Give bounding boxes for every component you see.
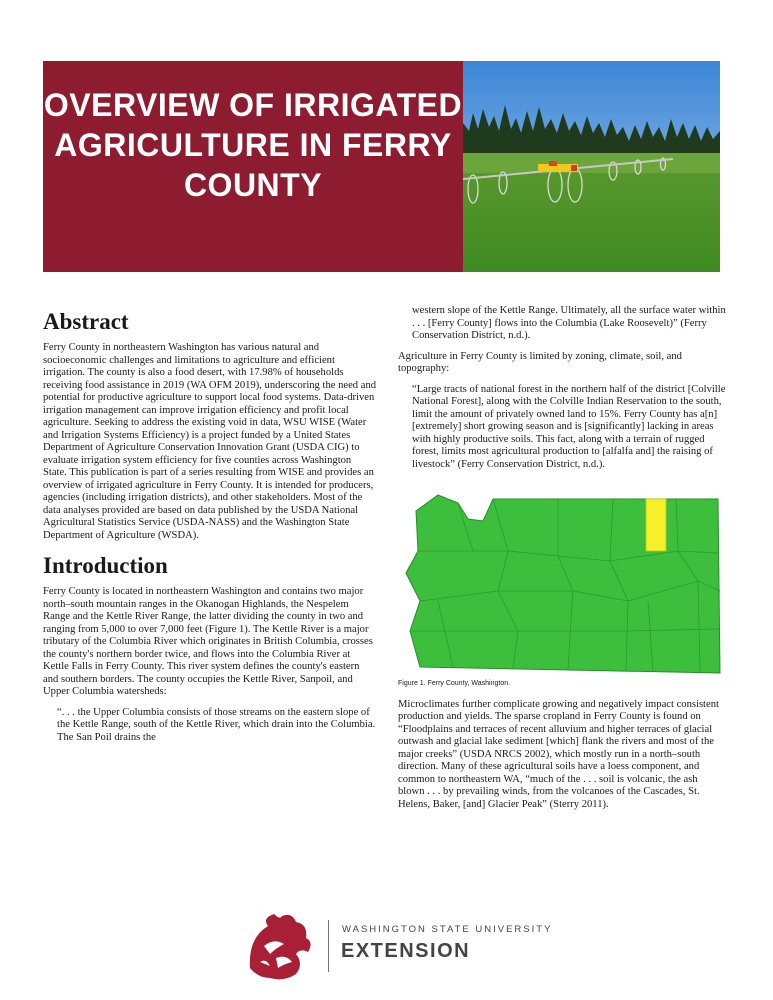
watershed-quote-start: “. . . the Upper Columbia consists of those streams on the eastern slope of the Kettle Range, south of the Kettle River, which drain into the Columbia. The San Poil drains the [57,706,376,743]
left-column [43,308,377,752]
introduction-heading: Introduction [43,553,168,578]
introduction-paragraph-2: Agriculture in Ferry County is limited by zoning, climate, soil, and topography: [398,350,682,374]
introduction-paragraph-3: Microclimates further complicate growing and negatively impact consistent production and yields. The sparse cropland in Ferry County is found on “Floodplains and terraces of recent alluvium and higher terraces of glacial outwash and glacial lake sediment [which] flank the rivers and most of the major creeks” (USDA NRCS 2002), which mostly run in a north–south direction. Many of these agricultural soils have a loess component, and common to northeastern WA, “much of the . . . soil is volcanic, the ash blown . . . by prevailing winds, from the volcanoes of the Cascades, St. Helens, Baker, [and] Glacier Peak” (Sterry 2011). [398,698,719,810]
abstract-text: Ferry County in northeastern Washington has various natural and socioeconomic challenges and limitations to agriculture and efficient irrigation. The county is also a food desert, with 17.98% of households receiving food assistance in 2019 (WA OFM 2019), underscoring the need and potential for productive agriculture to support local food systems. Data-driven irrigation management can improve irrigation efficiency and profit local agriculture. Seeking to address the existing void in data, WSU WISE (Water and Irrigation Systems Efficiency) is a project funded by a United States Department of Agriculture Conservation Innovation Grant (USDA CIG) to evaluate irrigation system efficiency for five counties across Washington State. This publication is part of a series resulting from WISE and provides an overview of irrigated agriculture in Ferry County. It is intended for producers, agencies (including irrigation districts), and other stakeholders. Most of the data analyses provided are based on data published by the USDA National Agricultural Statistics Service (USDA-NASS) and the Washington State Department of Agriculture (WSDA). [43,342,377,541]
right-column [398,305,726,819]
watershed-quote-end: western slope of the Kettle Range. Ultimately, all the surface water within . . . [Ferry County] flows into the Columbia (Lake Roosevelt)” (Ferry Conservation District, n.d.). [412,305,726,341]
abstract-heading: Abstract [43,309,129,334]
page-title: OVERVIEW OF IRRIGATED AGRICULTURE IN FERRY COUNTY [43,87,463,203]
title-banner [43,61,720,272]
figure-caption: Figure 1. Ferry County, Washington. [398,680,511,687]
cougar-logo-icon [240,908,320,984]
washington-county-map [398,481,723,676]
logo-divider [328,920,329,972]
wsu-extension-logo [240,908,580,984]
university-name: WASHINGTON STATE UNIVERSITY [342,924,553,935]
ferry-county-highlight [646,499,666,551]
extension-label: EXTENSION [341,940,471,962]
irrigation-field-photo [463,61,720,272]
introduction-paragraph-1: Ferry County is located in northeastern Washington and contains two major north–south mountain ranges in the Okanogan Highlands, the Nespelem Range and the Kettle River Range, the latter dividing the county in two and ranging from 5,000 to over 7,000 feet (Figure 1). The Kettle River is a major tributary of the Columbia River which originates in British Columbia, crosses the county's northern border twice, and flows into the Columbia River at Kettle Falls in Ferry County. This river system defines the county's eastern and southern borders. The county occupies the Kettle River, Sanpoil, and Upper Columbia watersheds: [43,586,373,697]
conservation-district-quote: “Large tracts of national forest in the northern half of the district [Colville National Forest], along with the Colville Indian Reservation to the south, limit the amount of privately owned land to 15%. Ferry County has a[n] [extremely] short growing season and is [significantly] lacking in areas with highly productive soils. This fact, along with a terrain of rugged forest, limits most agricultural production to [alfalfa and] the raising of livestock” (Ferry Conservation District, n.d.). [412,383,726,470]
